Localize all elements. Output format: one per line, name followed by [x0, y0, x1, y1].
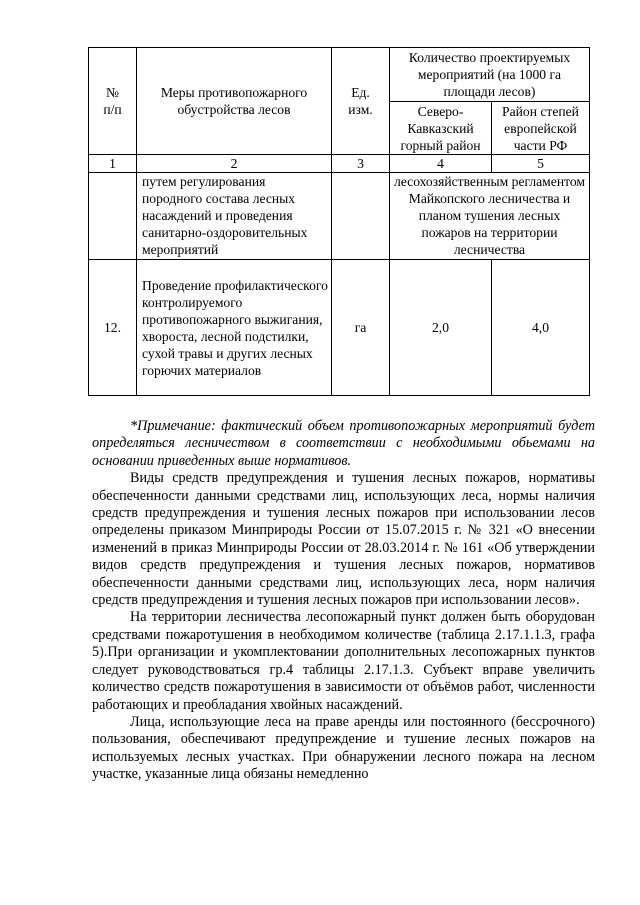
- header-measures: Меры противопожарного обустройства лесов: [137, 48, 332, 155]
- continued-measure: путем регулирования породного состава лесных насаждений и проведения санитарно-оздоровительных мероприятий: [137, 173, 332, 260]
- col-number-3: 3: [332, 155, 390, 173]
- note-paragraph: *Примечание: фактический объем противопожарных мероприятий будет определяться лесничеством в соответствии с необходимыми обьемами на основании приведенных выше нормативов.: [92, 418, 595, 469]
- row12-unit: га: [332, 260, 390, 396]
- col-number-1: 1: [89, 155, 137, 173]
- paragraph-1: Виды средств предупреждения и тушения лесных пожаров, нормативы обеспеченности данными средствами лиц, использующих леса, нормы наличия средств предупреждения и тушения лесных пожаров при использовании лесов определены приказом Минприроды России от 15.07.2015 г. № 321 «О внесении изменений в приказ Минприроды России от 28.03.2014 г. № 161 «Об утверждении видов средств предупреждения и тушения лесных пожаров, нормативов обеспеченности данными средствами лиц, использующих леса, норм наличия средств предупреждения и тушения лесных пожаров при использовании лесов».: [92, 470, 595, 609]
- body-text: [92, 418, 595, 784]
- fire-measures-table: [88, 47, 590, 396]
- header-col4: Северо-Кавказский горный район: [390, 102, 492, 155]
- header-number: № п/п: [89, 48, 137, 155]
- header-col5: Район степей европейской части РФ: [492, 102, 590, 155]
- paragraph-3: Лица, использующие леса на праве аренды или постоянного (бессрочного) пользования, обеспечивают предупреждение и тушение лесных пожаров на используемых лесных участках. При обнаружении лесного пожара на лесном участке, указанные лица обязаны немедленно: [92, 713, 595, 783]
- row12-value-col5: 4,0: [492, 260, 590, 396]
- col-number-5: 5: [492, 155, 590, 173]
- row12-measure: Проведение профилактического контролируемого противопожарного выжигания, хвороста, лесной подстилки, сухой травы и других лесных горючих материалов: [137, 260, 332, 396]
- col-number-4: 4: [390, 155, 492, 173]
- continued-merged-text: лесохозяйственным регламентом Майкопского лесничества и планом тушения лесных пожаров на территории лесничества: [390, 173, 590, 260]
- header-quantity: Количество проектируемых мероприятий (на 1000 га площади лесов): [390, 48, 590, 102]
- continued-unit: [332, 173, 390, 260]
- header-unit: Ед. изм.: [332, 48, 390, 155]
- col-number-2: 2: [137, 155, 332, 173]
- row12-value-col4: 2,0: [390, 260, 492, 396]
- paragraph-2: На территории лесничества лесопожарный пункт должен быть оборудован средствами пожаротушения в необходимом количестве (таблица 2.17.1.1.3, графа 5).При организации и укомплектовании дополнительных лесопожарных пунктов следует руководствоваться гр.4 таблицы 2.17.1.3. Субъект вправе увеличить количество средств пожаротушения в зависимости от объёмов работ, численности работающих и преобладания хвойных насаждений.: [92, 609, 595, 713]
- row12-number: 12.: [89, 260, 137, 396]
- continued-number: [89, 173, 137, 260]
